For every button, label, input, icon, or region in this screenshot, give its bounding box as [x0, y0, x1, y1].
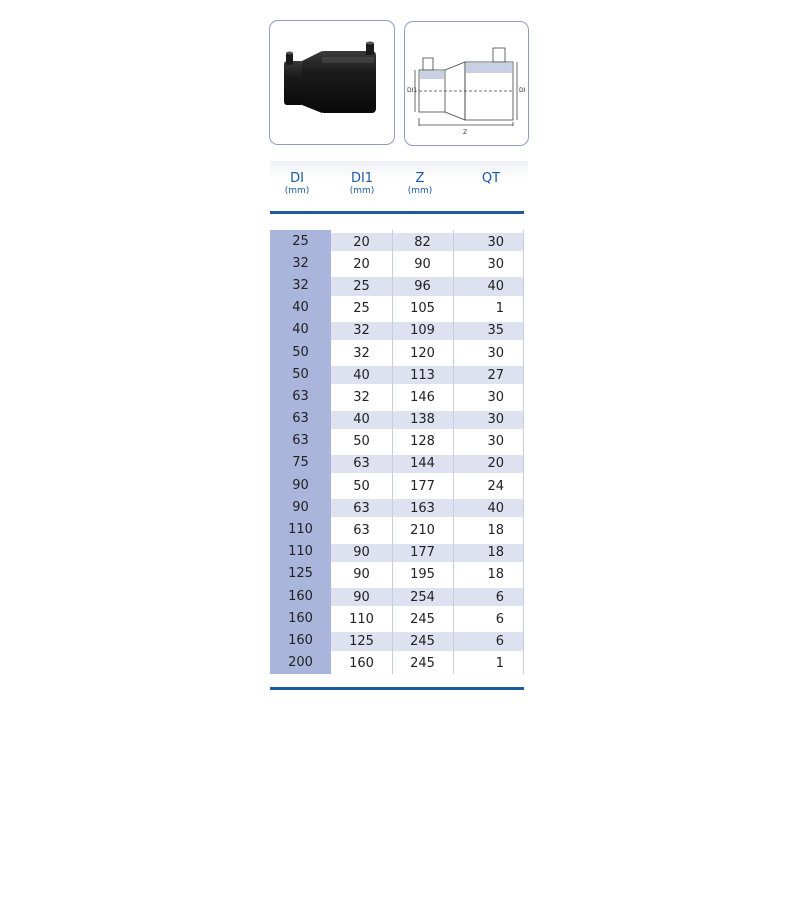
- cell-di: 160: [288, 632, 313, 648]
- cell-z: 144: [410, 456, 435, 472]
- reducer-technical-drawing: [405, 22, 528, 145]
- table-row: [270, 474, 524, 496]
- cell-qt: 18: [487, 567, 504, 583]
- cell-di1: 63: [353, 500, 370, 516]
- cell-qt: 27: [487, 367, 504, 383]
- label-di: DI: [519, 87, 526, 94]
- cell-qt: 30: [487, 412, 504, 428]
- cell-di: 200: [288, 655, 313, 671]
- cell-di1: 40: [353, 412, 370, 428]
- cell-qt: 35: [487, 323, 504, 339]
- label-di1: DI1: [407, 87, 418, 94]
- cell-di1: 40: [353, 367, 370, 383]
- cell-di1: 90: [353, 545, 370, 561]
- table-row: [270, 230, 524, 252]
- cell-z: 146: [410, 389, 435, 405]
- cell-di: 90: [292, 499, 309, 515]
- cell-di1: 63: [353, 523, 370, 539]
- cell-z: 254: [410, 589, 435, 605]
- cell-di: 50: [292, 344, 309, 360]
- column-separator: [392, 230, 393, 674]
- table-row: [270, 563, 524, 585]
- dimensions-table: [270, 230, 524, 674]
- cell-qt: 40: [487, 278, 504, 294]
- table-row: [270, 496, 524, 518]
- column-separator: [523, 230, 524, 674]
- cell-di1: 63: [353, 456, 370, 472]
- cell-qt: 30: [487, 389, 504, 405]
- cell-di: 160: [288, 610, 313, 626]
- cell-di1: 90: [353, 589, 370, 605]
- cell-qt: 30: [487, 256, 504, 272]
- cell-z: 128: [410, 434, 435, 450]
- header-di1: DI1 (mm): [349, 171, 375, 196]
- cell-qt: 1: [495, 301, 504, 317]
- table-row: [270, 652, 524, 674]
- cell-z: 245: [410, 633, 435, 649]
- cell-z: 90: [414, 256, 431, 272]
- cell-qt: 1: [495, 656, 504, 672]
- table-row: [270, 629, 524, 651]
- cell-qt: 30: [487, 434, 504, 450]
- label-z: Z: [463, 129, 468, 136]
- cell-z: 96: [414, 278, 431, 294]
- technical-drawing-card: [404, 21, 529, 146]
- header-di: DI (mm): [284, 171, 310, 196]
- table-row: [270, 363, 524, 385]
- cell-di: 125: [288, 566, 313, 582]
- cell-qt: 40: [487, 500, 504, 516]
- reducer-coupler-photo: [270, 21, 394, 144]
- table-header: [270, 161, 528, 213]
- cell-di1: 160: [349, 656, 374, 672]
- cell-di: 32: [292, 277, 309, 293]
- cell-di1: 32: [353, 389, 370, 405]
- cell-z: 177: [410, 545, 435, 561]
- table-row: [270, 607, 524, 629]
- cell-di: 90: [292, 477, 309, 493]
- cell-z: 210: [410, 523, 435, 539]
- table-row: [270, 430, 524, 452]
- header-qt: QT: [481, 171, 501, 186]
- cell-di: 63: [292, 388, 309, 404]
- cell-di1: 50: [353, 478, 370, 494]
- cell-qt: 6: [495, 589, 504, 605]
- cell-di: 32: [292, 255, 309, 271]
- cell-di1: 32: [353, 323, 370, 339]
- cell-z: 109: [410, 323, 435, 339]
- header-z: Z (mm): [407, 171, 433, 196]
- cell-z: 113: [410, 367, 435, 383]
- cell-z: 245: [410, 656, 435, 672]
- cell-qt: 20: [487, 456, 504, 472]
- cell-di1: 25: [353, 278, 370, 294]
- cell-qt: 6: [495, 633, 504, 649]
- cell-di1: 20: [353, 234, 370, 250]
- cell-di1: 90: [353, 567, 370, 583]
- cell-di: 50: [292, 366, 309, 382]
- table-row: [270, 341, 524, 363]
- cell-z: 245: [410, 611, 435, 627]
- cell-di: 40: [292, 322, 309, 338]
- table-row: [270, 297, 524, 319]
- cell-z: 195: [410, 567, 435, 583]
- cell-di1: 20: [353, 256, 370, 272]
- cell-di: 25: [292, 233, 309, 249]
- cell-z: 163: [410, 500, 435, 516]
- footer-rule: [270, 687, 524, 690]
- table-row: [270, 252, 524, 274]
- cell-z: 138: [410, 412, 435, 428]
- cell-z: 105: [410, 301, 435, 317]
- cell-di: 63: [292, 433, 309, 449]
- table-row: [270, 518, 524, 540]
- cell-qt: 30: [487, 234, 504, 250]
- cell-di1: 125: [349, 633, 374, 649]
- cell-qt: 6: [495, 611, 504, 627]
- cell-di: 75: [292, 455, 309, 471]
- cell-di: 40: [292, 300, 309, 316]
- table-row: [270, 452, 524, 474]
- cell-di: 63: [292, 411, 309, 427]
- cell-z: 120: [410, 345, 435, 361]
- column-separator: [453, 230, 454, 674]
- cell-qt: 18: [487, 545, 504, 561]
- cell-qt: 18: [487, 523, 504, 539]
- cell-qt: 24: [487, 478, 504, 494]
- cell-di: 110: [288, 544, 313, 560]
- product-photo-card: [269, 20, 395, 145]
- cell-di1: 32: [353, 345, 370, 361]
- table-row: [270, 385, 524, 407]
- table-row: [270, 408, 524, 430]
- table-row: [270, 585, 524, 607]
- table-row: [270, 541, 524, 563]
- table-row: [270, 319, 524, 341]
- cell-z: 177: [410, 478, 435, 494]
- table-row: [270, 274, 524, 296]
- header-rule: [270, 211, 524, 214]
- cell-di1: 110: [349, 611, 374, 627]
- cell-di1: 50: [353, 434, 370, 450]
- cell-di: 110: [288, 522, 313, 538]
- cell-di1: 25: [353, 301, 370, 317]
- cell-z: 82: [414, 234, 431, 250]
- cell-qt: 30: [487, 345, 504, 361]
- cell-di: 160: [288, 588, 313, 604]
